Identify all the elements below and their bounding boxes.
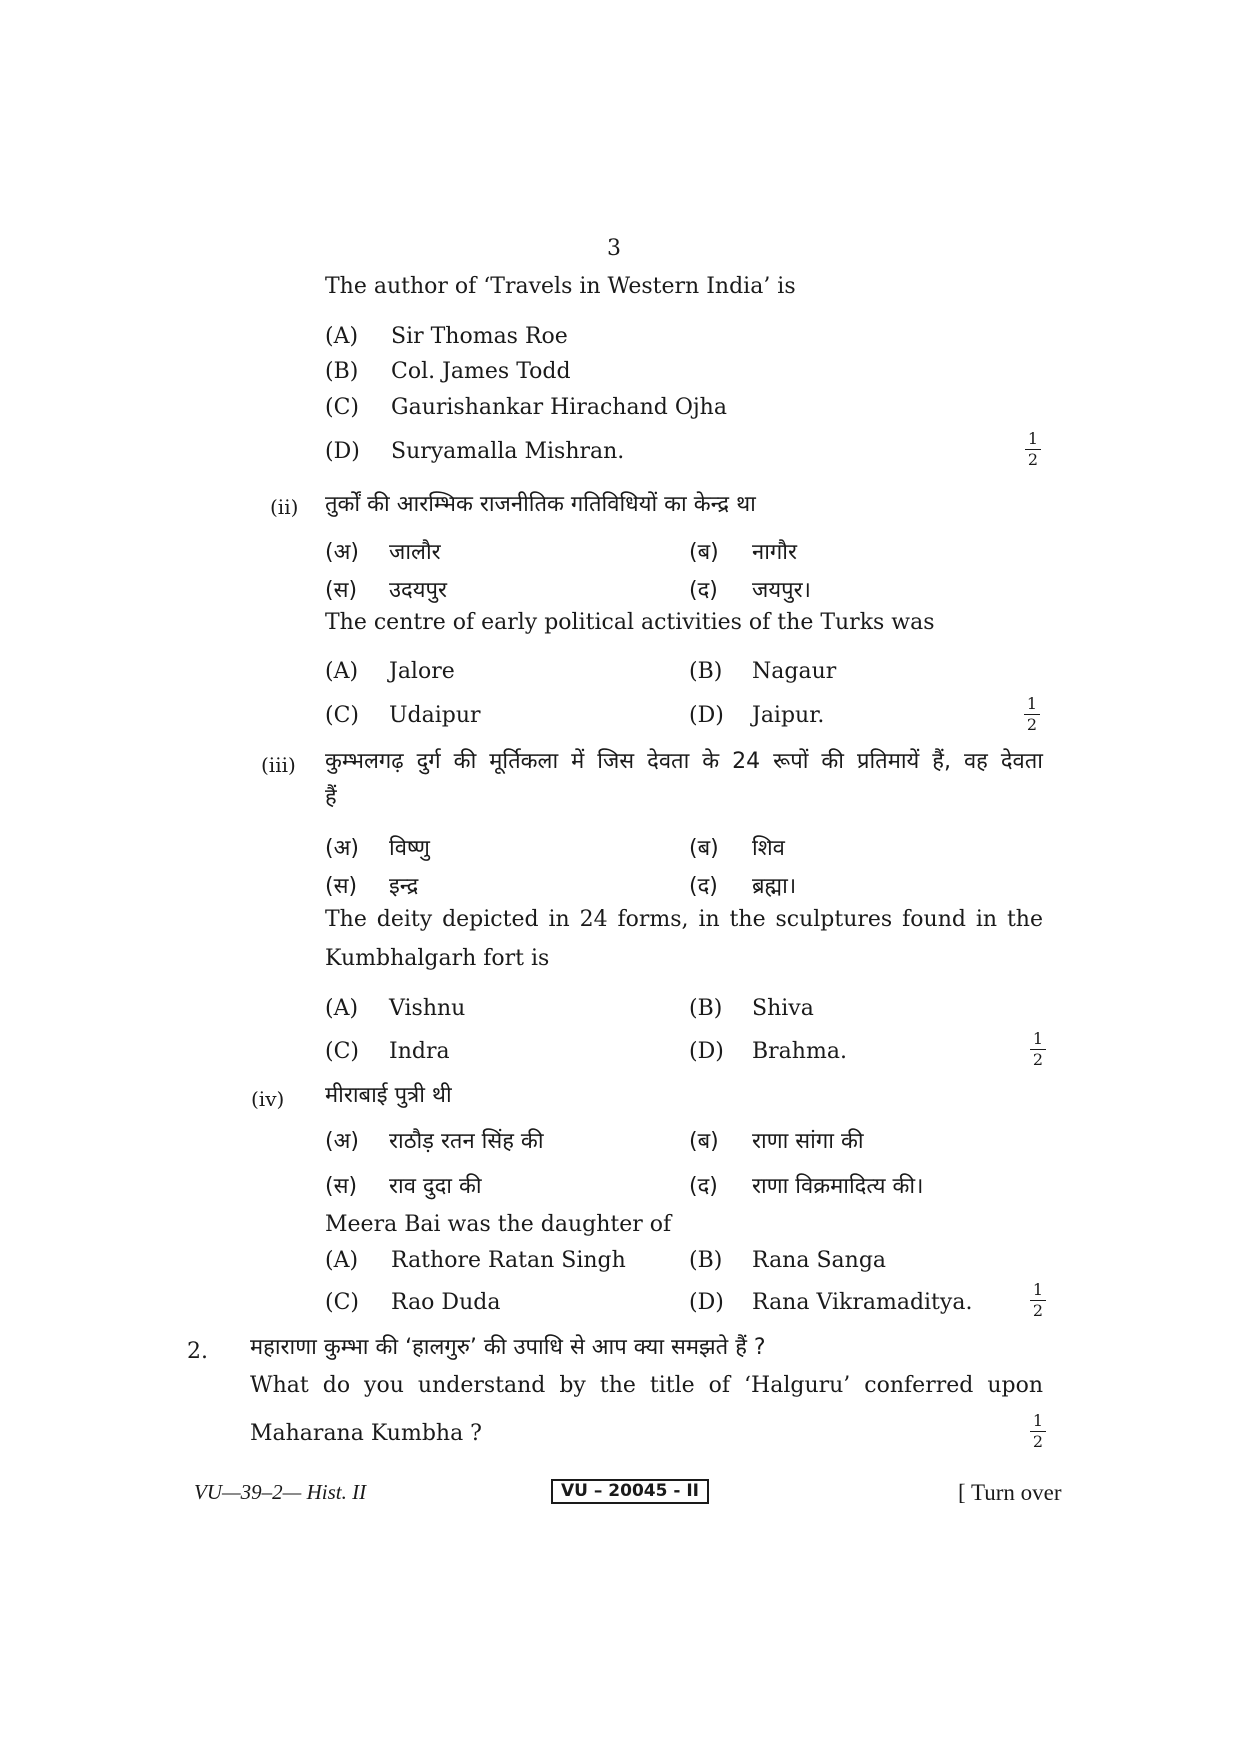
option-label: (B) (325, 359, 359, 384)
option-text: इन्द्र (389, 874, 419, 899)
option-text: Jaipur. (752, 703, 825, 728)
option-text: Rana Sanga (752, 1248, 887, 1273)
option-label: (ब) (689, 836, 719, 861)
option-text: राठौड़ रतन सिंह की (389, 1129, 544, 1154)
option-label: (A) (325, 324, 359, 349)
option-text: Jalore (389, 659, 455, 684)
q1-iii-question-hi: कुम्भलगढ़ दुर्ग की मूर्तिकला में जिस देवता के 24 रूपों की प्रतिमायें हैं, वह देवता (325, 749, 1043, 774)
option-label: (स) (325, 578, 358, 603)
option-text: Sir Thomas Roe (391, 324, 568, 349)
option-text: शिव (752, 836, 785, 861)
q1-iv-question-en: Meera Bai was the daughter of (325, 1212, 672, 1237)
option-text: Shiva (752, 996, 814, 1021)
option-label: (A) (325, 659, 359, 684)
option-label: (D) (689, 703, 724, 728)
q1-iii-question-en-cont: Kumbhalgarh fort is (325, 946, 550, 971)
option-label: (C) (325, 395, 359, 420)
q1-i-question-en: The author of ‘Travels in Western India’ is (325, 274, 796, 299)
q1-ii-question-hi: तुर्कों की आरम्भिक राजनीतिक गतिविधियों का केन्द्र था (325, 492, 756, 517)
option-label: (अ) (325, 540, 359, 565)
option-label: (C) (325, 1039, 359, 1064)
footer-subject-code: VU—39–2— Hist. II (194, 1480, 367, 1504)
option-text: विष्णु (389, 836, 430, 861)
option-label: (स) (325, 1174, 358, 1199)
marks-fraction: 1 2 (1025, 431, 1041, 468)
option-label: (C) (325, 1290, 359, 1315)
option-text: जयपुर। (752, 578, 811, 603)
q1-iii-question-hi-cont: हैं (325, 785, 337, 810)
option-text: ब्रह्मा। (752, 874, 797, 899)
option-label: (B) (689, 659, 723, 684)
option-text: Nagaur (752, 659, 837, 684)
option-label: (द) (689, 1174, 718, 1199)
option-label: (A) (325, 996, 359, 1021)
footer-paper-code: VU – 20045 - II (551, 1479, 709, 1504)
option-text: Col. James Todd (391, 359, 571, 384)
q2-question-en: What do you understand by the title of ‘Halguru’ conferred upon (250, 1373, 1043, 1398)
q1-iii-question-en: The deity depicted in 24 forms, in the sculptures found in the (325, 907, 1043, 932)
option-text: राव दुदा की (389, 1174, 482, 1199)
option-label: (B) (689, 1248, 723, 1273)
q2-question-hi: महाराणा कुम्भा की ‘हालगुरु’ की उपाधि से आप क्या समझते हैं ? (250, 1335, 766, 1360)
option-label: (A) (325, 1248, 359, 1273)
option-label: (ब) (689, 1129, 719, 1154)
option-label: (ब) (689, 540, 719, 565)
option-label: (द) (689, 874, 718, 899)
option-text: Indra (389, 1039, 450, 1064)
option-text: उदयपुर (389, 578, 447, 603)
q1-iii-number: (iii) (261, 753, 296, 777)
option-text: राणा विक्रमादित्य की। (752, 1174, 924, 1199)
option-label: (D) (689, 1039, 724, 1064)
option-label: (द) (689, 578, 718, 603)
option-label: (D) (689, 1290, 724, 1315)
q2-number: 2. (187, 1339, 208, 1364)
option-text: Rathore Ratan Singh (391, 1248, 626, 1273)
marks-fraction: 1 2 (1024, 696, 1040, 733)
option-text: Suryamalla Mishran. (391, 439, 625, 464)
option-text: Rana Vikramaditya. (752, 1290, 973, 1315)
footer-turn-over: [ Turn over (958, 1480, 1062, 1505)
option-text: नागौर (752, 540, 797, 565)
option-label: (स) (325, 874, 358, 899)
option-text: Brahma. (752, 1039, 847, 1064)
marks-fraction: 1 2 (1030, 1031, 1046, 1068)
option-text: जालौर (389, 540, 441, 565)
marks-fraction: 1 2 (1030, 1413, 1046, 1450)
option-label: (D) (325, 439, 360, 464)
q1-ii-number: (ii) (270, 495, 299, 519)
option-text: Rao Duda (391, 1290, 501, 1315)
marks-fraction: 1 2 (1030, 1282, 1046, 1319)
option-text: Udaipur (389, 703, 481, 728)
option-text: राणा सांगा की (752, 1129, 864, 1154)
option-label: (C) (325, 703, 359, 728)
option-text: Gaurishankar Hirachand Ojha (391, 395, 727, 420)
q1-iv-number: (iv) (251, 1087, 285, 1111)
q2-question-en-cont: Maharana Kumbha ? (250, 1421, 482, 1446)
option-text: Vishnu (389, 996, 466, 1021)
option-label: (B) (689, 996, 723, 1021)
q1-ii-question-en: The centre of early political activities of the Turks was (325, 610, 935, 635)
option-label: (अ) (325, 1129, 359, 1154)
q1-iv-question-hi: मीराबाई पुत्री थी (325, 1083, 452, 1108)
option-label: (अ) (325, 836, 359, 861)
page-number: 3 (607, 236, 621, 261)
